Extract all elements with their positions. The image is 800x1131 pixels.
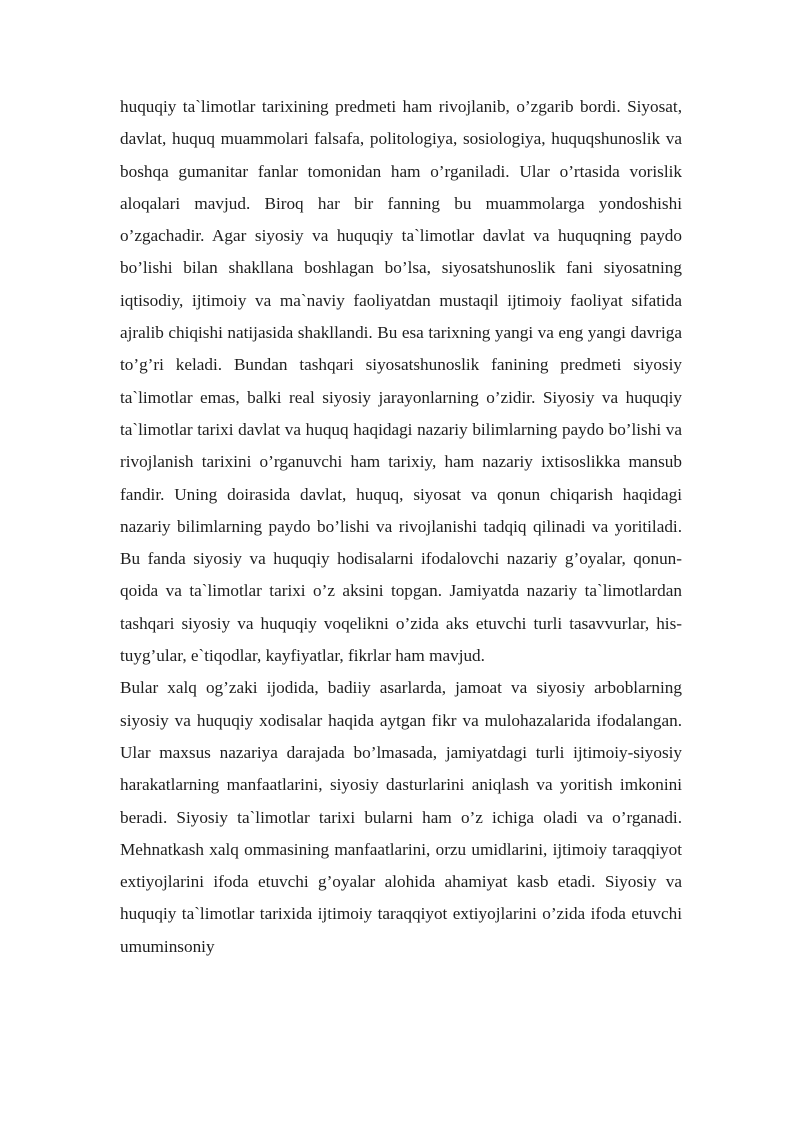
- paragraph-2: Bular xalq og’zaki ijodida, badiiy asarlarda, jamoat va siyosiy arboblarning siyosiy va huquqiy xodisalar haqida aytgan fikr va mulohazalarida ifodalangan. Ular maxsus nazariya darajada bo’lmasada, jamiyatdagi turli ijtimoiy-siyosiy harakatlarning manfaatlarini, siyosiy dasturlarini aniqlash va yoritish imkonini beradi. Siyosiy ta`limotlar tarixi bularni ham o’z ichiga oladi va o’rganadi. Mehnatkash xalq ommasining manfaatlarini, orzu umidlarini, ijtimoiy taraqqiyot extiyojlarini ifoda etuvchi g’oyalar alohida ahamiyat kasb etadi. Siyosiy va huquqiy ta`limotlar tarixida ijtimoiy taraqqiyot extiyojlarini o’zida ifoda etuvchi umuminsoniy: [120, 678, 682, 956]
- document-body: [120, 91, 682, 963]
- paragraph-1: huquqiy ta`limotlar tarixining predmeti ham rivojlanib, o’zgarib bordi. Siyosat, davlat, huquq muammolari falsafa, politologiya, sosiologiya, huquqshunoslik va boshqa gumanitar fanlar tomonidan ham o’rganiladi. Ular o’rtasida vorislik aloqalari mavjud. Biroq har bir fanning bu muammolarga yondoshishi o’zgachadir. Agar siyosiy va huquqiy ta`limotlar davlat va huquqning paydo bo’lishi bilan shakllana boshlagan bo’lsa, siyosatshunoslik fani siyosatning iqtisodiy, ijtimoiy va ma`naviy faoliyatdan mustaqil ijtimoiy faoliyat sifatida ajralib chiqishi natijasida shakllandi. Bu esa tarixning yangi va eng yangi davriga to’g’ri keladi. Bundan tashqari siyosatshunoslik fanining predmeti siyosiy ta`limotlar emas, balki real siyosiy jarayonlarning o’zidir. Siyosiy va huquqiy ta`limotlar tarixi davlat va huquq haqidagi nazariy bilimlarning paydo bo’lishi va rivojlanish tarixini o’rganuvchi ham tarixiy, ham nazariy ixtisoslikka mansub fandir. Uning doirasida davlat, huquq, siyosat va qonun chiqarish haqidagi nazariy bilimlarning paydo bo’lishi va rivojlanishi tadqiq qilinadi va yoritiladi. Bu fanda siyosiy va huquqiy hodisalarni ifodalovchi nazariy g’oyalar, qonun-qoida va ta`limotlar tarixi o’z aksini topgan. Jamiyatda nazariy ta`limotlardan tashqari siyosiy va huquqiy voqelikni o’zida aks etuvchi turli tasavvurlar, his-tuyg’ular, e`tiqodlar, kayfiyatlar, fikrlar ham mavjud.: [120, 97, 682, 666]
